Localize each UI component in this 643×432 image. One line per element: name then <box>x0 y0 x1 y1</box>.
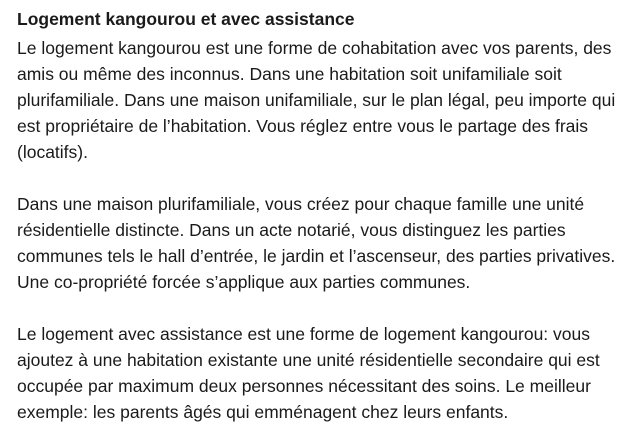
paragraph-assistance: Le logement avec assistance est une forme de logement kangourou: vous ajoutez à une habitation existante une unité résidentielle secondaire qui est occupée par maximum deux personnes nécessitant des soins. Le meilleur exemple: les parents âgés qui emménagent chez leurs enfants. <box>17 324 600 422</box>
paragraph-plurifamiliale: Dans une maison plurifamiliale, vous créez pour chaque famille une unité résidentielle distincte. Dans un acte notarié, vous distinguez les parties communes tels le hall d’entrée, le jardin et l’ascenseur, des parties privatives. Une co-propriété forcée s’applique aux parties communes. <box>17 194 616 292</box>
section-heading: Logement kangourou et avec assistance <box>17 9 355 29</box>
paragraph-kangourou-definition: Le logement kangourou est une forme de cohabitation avec vos parents, des amis ou même des inconnus. Dans une habitation soit unifamiliale soit plurifamiliale. Dans une maison unifamiliale, sur le plan légal, peu importe qui est propriétaire de l’habitation. Vous réglez entre vous le partage des frais (locatifs). <box>17 38 616 162</box>
